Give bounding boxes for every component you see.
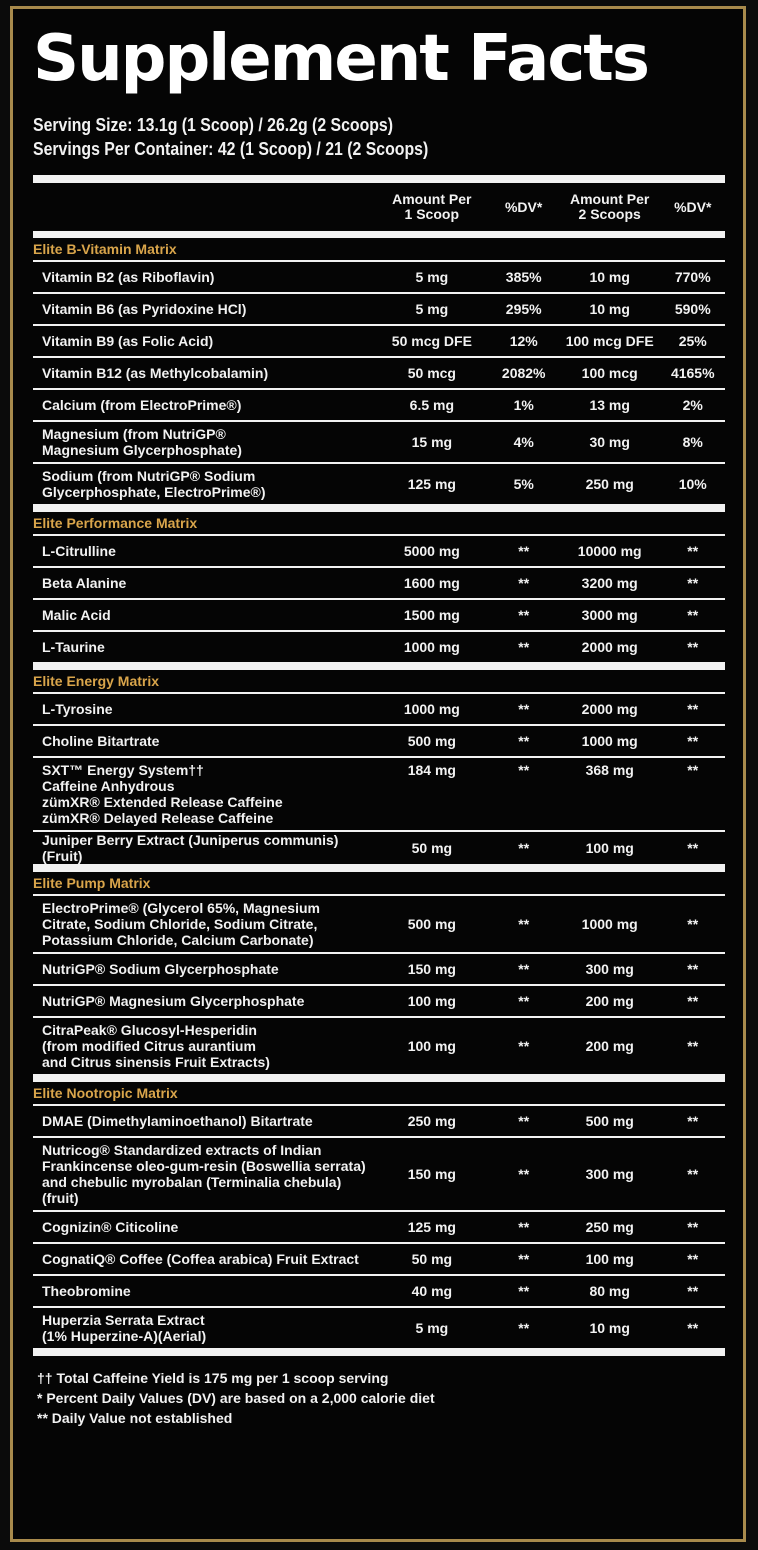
table-row [33,262,725,294]
amount-1-scoop: 50 mcg [407,365,456,381]
serving-info [33,113,642,161]
table-row [33,422,725,464]
nutrient-label: L-Tyrosine [42,701,113,717]
nutrient-label: L-Taurine [42,639,105,655]
amount-1-scoop: 15 mg [411,434,453,450]
dv-1-scoop: ** [518,639,530,655]
nutrient-name [33,762,375,826]
nutrient-name [33,1022,375,1070]
dv-2-scoops: ** [687,961,699,977]
header-amount-2-scoops: Amount Per 2 Scoops [570,191,650,222]
dv-1-scoop: ** [518,1038,530,1054]
dv-1-scoop: ** [518,607,530,623]
amount-1-scoop: 5 mg [415,1320,449,1336]
table-row [33,1308,725,1350]
dv-1-scoop: 2082% [501,365,546,381]
table-row [33,1018,725,1076]
amount-1-scoop: 6.5 mg [409,397,455,413]
amount-2-scoops: 80 mg [589,1283,630,1299]
footnote-dv: * Percent Daily Values (DV) are based on a 2,000 calorie diet [37,1390,435,1406]
amount-1-scoop: 150 mg [407,961,456,977]
nutrient-label: DMAE (Dimethylaminoethanol) Bitartrate [42,1113,313,1129]
nutrient-label: ElectroPrime® (Glycerol 65%, Magnesium Citrate, Sodium Chloride, Sodium Citrate, Potassium Chloride, Calcium Carbonate) [42,900,320,948]
amount-2-scoops: 1000 mg [581,733,638,749]
footnote-not-established: ** Daily Value not established [37,1410,233,1426]
amount-2-scoops: 10000 mg [577,543,642,559]
dv-1-scoop: ** [518,1166,530,1182]
dv-2-scoops: ** [687,733,699,749]
dv-2-scoops: ** [687,762,699,778]
nutrient-name [33,397,375,413]
table-row [33,726,725,758]
dv-1-scoop: ** [518,916,530,932]
amount-2-scoops: 100 mg [585,1251,634,1267]
nutrient-label: NutriGP® Sodium Glycerphosphate [42,961,279,977]
dv-2-scoops: 25% [678,333,707,349]
amount-1-scoop: 184 mg [407,762,456,778]
table-row [33,896,725,954]
nutrient-name [33,701,375,717]
dv-1-scoop: ** [518,733,530,749]
amount-1-scoop: 150 mg [407,1166,456,1182]
table-row [33,832,725,866]
nutrient-label: CitraPeak® Glucosyl-Hesperidin (from modified Citrus aurantium and Citrus sinensis Fruit Extracts) [42,1022,270,1070]
section-title: Elite Energy Matrix [33,670,725,694]
amount-2-scoops: 30 mg [589,434,630,450]
amount-1-scoop: 50 mg [411,840,453,856]
section-title: Elite Pump Matrix [33,872,725,896]
dv-2-scoops: ** [687,575,699,591]
nutrient-label: Choline Bitartrate [42,733,160,749]
nutrient-label: SXT™ Energy System†† Caffeine Anhydrous zümXR® Extended Release Caffeine zümXR® Delayed Release Caffeine [42,762,283,826]
amount-2-scoops: 3200 mg [581,575,638,591]
footnote-caffeine: †† Total Caffeine Yield is 175 mg per 1 scoop serving [37,1370,389,1386]
amount-2-scoops: 200 mg [585,1038,634,1054]
amount-1-scoop: 1500 mg [403,607,460,623]
nutrient-name [33,301,375,317]
section-title: Elite Performance Matrix [33,512,725,536]
dv-2-scoops: ** [687,701,699,717]
facts-content [33,9,725,1428]
dv-2-scoops: ** [687,1038,699,1054]
nutrient-label: L-Citrulline [42,543,116,559]
nutrient-label: Calcium (from ElectroPrime®) [42,397,242,413]
dv-2-scoops: ** [687,543,699,559]
amount-2-scoops: 300 mg [585,1166,634,1182]
dv-1-scoop: 295% [505,301,542,317]
dv-1-scoop: 385% [505,269,542,285]
dv-1-scoop: 5% [513,476,534,492]
dv-1-scoop: ** [518,575,530,591]
amount-2-scoops: 2000 mg [581,701,638,717]
amount-1-scoop: 5000 mg [403,543,460,559]
dv-1-scoop: ** [518,543,530,559]
nutrient-name [33,1251,375,1267]
nutrient-name [33,543,375,559]
nutrient-name [33,1312,375,1344]
dv-2-scoops: ** [687,916,699,932]
dv-2-scoops: 8% [682,434,703,450]
table-row [33,326,725,358]
nutrient-name [33,269,375,285]
nutrient-label: Cognizin® Citicoline [42,1219,179,1235]
table-row [33,758,725,832]
nutrient-label: CognatiQ® Coffee (Coffea arabica) Fruit Extract [42,1251,359,1267]
amount-1-scoop: 1000 mg [403,701,460,717]
table-row [33,1276,725,1308]
nutrient-label: Vitamin B9 (as Folic Acid) [42,333,214,349]
table-row [33,1106,725,1138]
nutrient-label: Vitamin B6 (as Pyridoxine HCl) [42,301,247,317]
amount-2-scoops: 368 mg [585,762,634,778]
dv-1-scoop: 12% [509,333,538,349]
nutrient-name [33,1219,375,1235]
amount-2-scoops: 100 mcg [581,365,638,381]
nutrient-name [33,961,375,977]
amount-1-scoop: 100 mg [407,993,456,1009]
dv-2-scoops: 770% [674,269,711,285]
table-row [33,986,725,1018]
nutrient-name [33,832,375,864]
amount-2-scoops: 13 mg [589,397,630,413]
dv-1-scoop: ** [518,1219,530,1235]
section-divider [33,1350,725,1356]
table-row [33,358,725,390]
amount-1-scoop: 1000 mg [403,639,460,655]
nutrient-name [33,365,375,381]
nutrient-name [33,1283,375,1299]
nutrient-label: Magnesium (from NutriGP® Magnesium Glycerphosphate) [42,426,242,458]
dv-2-scoops: ** [687,639,699,655]
nutrient-name [33,426,375,458]
nutrient-name [33,333,375,349]
dv-2-scoops: ** [687,607,699,623]
amount-2-scoops: 10 mg [589,269,630,285]
dv-2-scoops: 590% [674,301,711,317]
nutrient-label: Juniper Berry Extract (Juniperus communis)(Fruit) [42,832,339,864]
serving-size: Serving Size: 13.1g (1 Scoop) / 26.2g (2 Scoops) [33,115,394,135]
nutrient-name [33,639,375,655]
amount-2-scoops: 3000 mg [581,607,638,623]
column-header [33,183,725,238]
amount-1-scoop: 5 mg [415,301,449,317]
dv-1-scoop: ** [518,1320,530,1336]
amount-1-scoop: 125 mg [407,476,456,492]
amount-2-scoops: 1000 mg [581,916,638,932]
amount-2-scoops: 100 mg [585,840,634,856]
nutrient-label: Theobromine [42,1283,131,1299]
amount-2-scoops: 200 mg [585,993,634,1009]
nutrient-label: Nutricog® Standardized extracts of Indian Frankincense oleo-gum-resin (Boswellia serrata) and chebulic myrobalan (Terminalia chebula)(fruit) [42,1142,366,1206]
amount-1-scoop: 40 mg [411,1283,453,1299]
amount-1-scoop: 500 mg [407,733,456,749]
table-row [33,600,725,632]
dv-1-scoop: 4% [513,434,534,450]
amount-2-scoops: 2000 mg [581,639,638,655]
dv-1-scoop: ** [518,1283,530,1299]
amount-1-scoop: 100 mg [407,1038,456,1054]
dv-1-scoop: ** [518,762,530,778]
dv-2-scoops: ** [687,840,699,856]
nutrient-label: Huperzia Serrata Extract (1% Huperzine-A)(Aerial) [42,1312,207,1344]
nutrient-name [33,993,375,1009]
nutrient-label: Vitamin B2 (as Riboflavin) [42,269,215,285]
header-dv-2: %DV* [674,198,712,215]
header-amount-1-scoop: Amount Per 1 Scoop [392,191,472,222]
table-row [33,1244,725,1276]
nutrient-name [33,468,375,500]
nutrient-label: Malic Acid [42,607,111,623]
amount-1-scoop: 1600 mg [403,575,460,591]
dv-1-scoop: ** [518,701,530,717]
dv-2-scoops: ** [687,1320,699,1336]
servings-per-container: Servings Per Container: 42 (1 Scoop) / 21 (2 Scoops) [33,139,429,159]
section-title: Elite B-Vitamin Matrix [33,238,725,262]
dv-2-scoops: ** [687,1219,699,1235]
amount-2-scoops: 500 mg [585,1113,634,1129]
table-row [33,294,725,326]
facts-title: Supplement Facts [33,22,648,96]
dv-1-scoop: ** [518,961,530,977]
table-row [33,632,725,664]
table-row [33,390,725,422]
amount-2-scoops: 250 mg [585,1219,634,1235]
dv-2-scoops: ** [687,1166,699,1182]
amount-1-scoop: 5 mg [415,269,449,285]
nutrient-name [33,1142,375,1206]
nutrient-label: Vitamin B12 (as Methylcobalamin) [42,365,269,381]
nutrient-label: NutriGP® Magnesium Glycerphosphate [42,993,305,1009]
footnotes [33,1368,725,1428]
dv-2-scoops: ** [687,993,699,1009]
nutrient-name [33,733,375,749]
nutrient-name [33,575,375,591]
dv-2-scoops: ** [687,1283,699,1299]
supplement-facts-panel [10,6,746,1542]
table-row [33,1138,725,1212]
amount-2-scoops: 300 mg [585,961,634,977]
amount-2-scoops: 100 mcg DFE [565,333,654,349]
sections-container [33,238,725,1356]
amount-1-scoop: 50 mg [411,1251,453,1267]
nutrient-name [33,1113,375,1129]
table-row [33,568,725,600]
divider-thick [33,175,725,183]
dv-2-scoops: 2% [682,397,703,413]
amount-1-scoop: 250 mg [407,1113,456,1129]
section-title: Elite Nootropic Matrix [33,1082,725,1106]
table-row [33,536,725,568]
dv-2-scoops: ** [687,1251,699,1267]
table-row [33,694,725,726]
nutrient-label: Beta Alanine [42,575,127,591]
nutrient-label: Sodium (from NutriGP® Sodium Glycerphosphate, ElectroPrime®) [42,468,266,500]
dv-2-scoops: ** [687,1113,699,1129]
table-row [33,464,725,506]
dv-1-scoop: ** [518,1113,530,1129]
dv-1-scoop: ** [518,993,530,1009]
dv-1-scoop: ** [518,1251,530,1267]
dv-2-scoops: 4165% [670,365,715,381]
amount-2-scoops: 250 mg [585,476,634,492]
amount-1-scoop: 50 mcg DFE [391,333,472,349]
dv-1-scoop: ** [518,840,530,856]
header-dv-1: %DV* [504,198,543,215]
dv-2-scoops: 10% [678,476,707,492]
table-row [33,1212,725,1244]
amount-2-scoops: 10 mg [589,1320,630,1336]
table-row [33,954,725,986]
dv-1-scoop: 1% [513,397,534,413]
amount-1-scoop: 125 mg [407,1219,456,1235]
nutrient-name [33,607,375,623]
amount-1-scoop: 500 mg [407,916,456,932]
amount-2-scoops: 10 mg [589,301,630,317]
nutrient-name [33,900,375,948]
